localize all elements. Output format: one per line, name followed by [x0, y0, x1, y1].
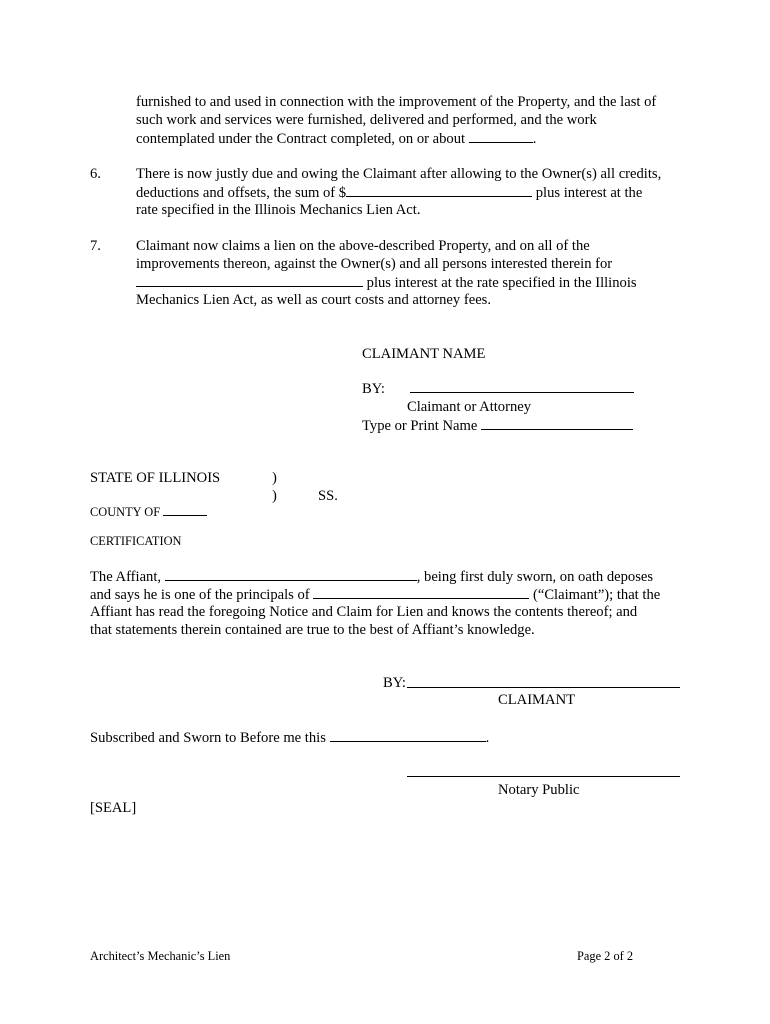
continuation-line-3-text: contemplated under the Contract completed, on or about: [136, 131, 466, 147]
continuation-line-2: such work and services were furnished, delivered and performed, and the work: [136, 112, 597, 128]
item-7-line-2: improvements thereon, against the Owner(s) and all persons interested therein for: [136, 256, 613, 272]
jurat-period: .: [485, 730, 490, 746]
claimant-caption: CLAIMANT: [498, 692, 576, 708]
county-label: COUNTY OF: [90, 505, 161, 519]
notary-signature-line[interactable]: [407, 776, 680, 777]
item-7-line-1: Claimant now claims a lien on the above-described Property, and on all of the: [136, 238, 590, 254]
affidavit-line-2-text: and says he is one of the principals of: [90, 587, 310, 603]
affidavit-line-3: Affiant has read the foregoing Notice and Claim for Lien and knows the contents thereof; and: [90, 604, 638, 620]
completion-date-blank[interactable]: [469, 129, 533, 143]
affiant-name-blank[interactable]: [165, 567, 417, 581]
item-7-line-3: [136, 273, 637, 292]
continuation-line-1: furnished to and used in connection with the improvement of the Property, and the last of: [136, 94, 657, 110]
affidavit-line-4: that statements therein contained are true to the best of Affiant’s knowledge.: [90, 622, 535, 638]
certification-heading: CERTIFICATION: [90, 534, 182, 548]
affidavit-line-2: [90, 585, 660, 604]
county-row: [90, 503, 207, 521]
venue-paren-1: ): [272, 470, 277, 486]
claimant-or-attorney-caption: Claimant or Attorney: [407, 399, 532, 415]
venue-paren-2: ): [272, 488, 277, 504]
affidavit-line-2-suffix: (“Claimant”); that the: [529, 587, 661, 603]
jurat-date-blank[interactable]: [330, 728, 486, 742]
item-6-line-1: There is now justly due and owing the Claimant after allowing to the Owner(s) all credits,: [136, 166, 662, 182]
print-name-label: Type or Print Name: [362, 418, 478, 434]
print-name-blank[interactable]: [481, 416, 633, 430]
item-6-line-2-suffix: plus interest at the: [532, 185, 643, 201]
claimant-signature-line[interactable]: [407, 687, 680, 688]
footer-title: Architect’s Mechanic’s Lien: [90, 949, 231, 963]
continuation-line-3-period: .: [532, 131, 537, 147]
signature-line[interactable]: [410, 392, 634, 393]
lien-amount-blank[interactable]: [136, 273, 363, 287]
ss-label: SS.: [318, 488, 338, 504]
item-7-line-3-text: plus interest at the rate specified in the Illinois: [363, 275, 637, 291]
jurat-text: Subscribed and Sworn to Before me this: [90, 730, 326, 746]
affidavit-line-1-text: The Affiant,: [90, 569, 162, 585]
item-6-line-3: rate specified in the Illinois Mechanics Lien Act.: [136, 202, 421, 218]
amount-due-blank[interactable]: [346, 183, 532, 197]
item-6-line-2-text: deductions and offsets, the sum of $: [136, 185, 347, 201]
claimant-by-label: BY:: [383, 675, 406, 691]
state-label: STATE OF ILLINOIS: [90, 470, 221, 486]
seal-label: [SEAL]: [90, 800, 137, 816]
print-name-row: [362, 416, 633, 435]
page-number: Page 2 of 2: [577, 949, 634, 963]
claimant-name-label: CLAIMANT NAME: [362, 346, 486, 362]
affidavit-line-1-suffix: , being first duly sworn, on oath deposes: [416, 569, 654, 585]
principal-of-blank[interactable]: [313, 585, 529, 599]
affidavit-line-1: [90, 567, 653, 586]
item-6-line-2: [136, 183, 642, 202]
continuation-line-3: [136, 129, 536, 148]
item-6-number: 6.: [90, 166, 101, 182]
county-blank[interactable]: [163, 504, 207, 516]
item-7-line-4: Mechanics Lien Act, as well as court costs and attorney fees.: [136, 292, 491, 308]
jurat-row: [90, 728, 489, 747]
by-label: BY:: [362, 381, 385, 397]
item-7-number: 7.: [90, 238, 101, 254]
notary-public-caption: Notary Public: [498, 782, 580, 798]
